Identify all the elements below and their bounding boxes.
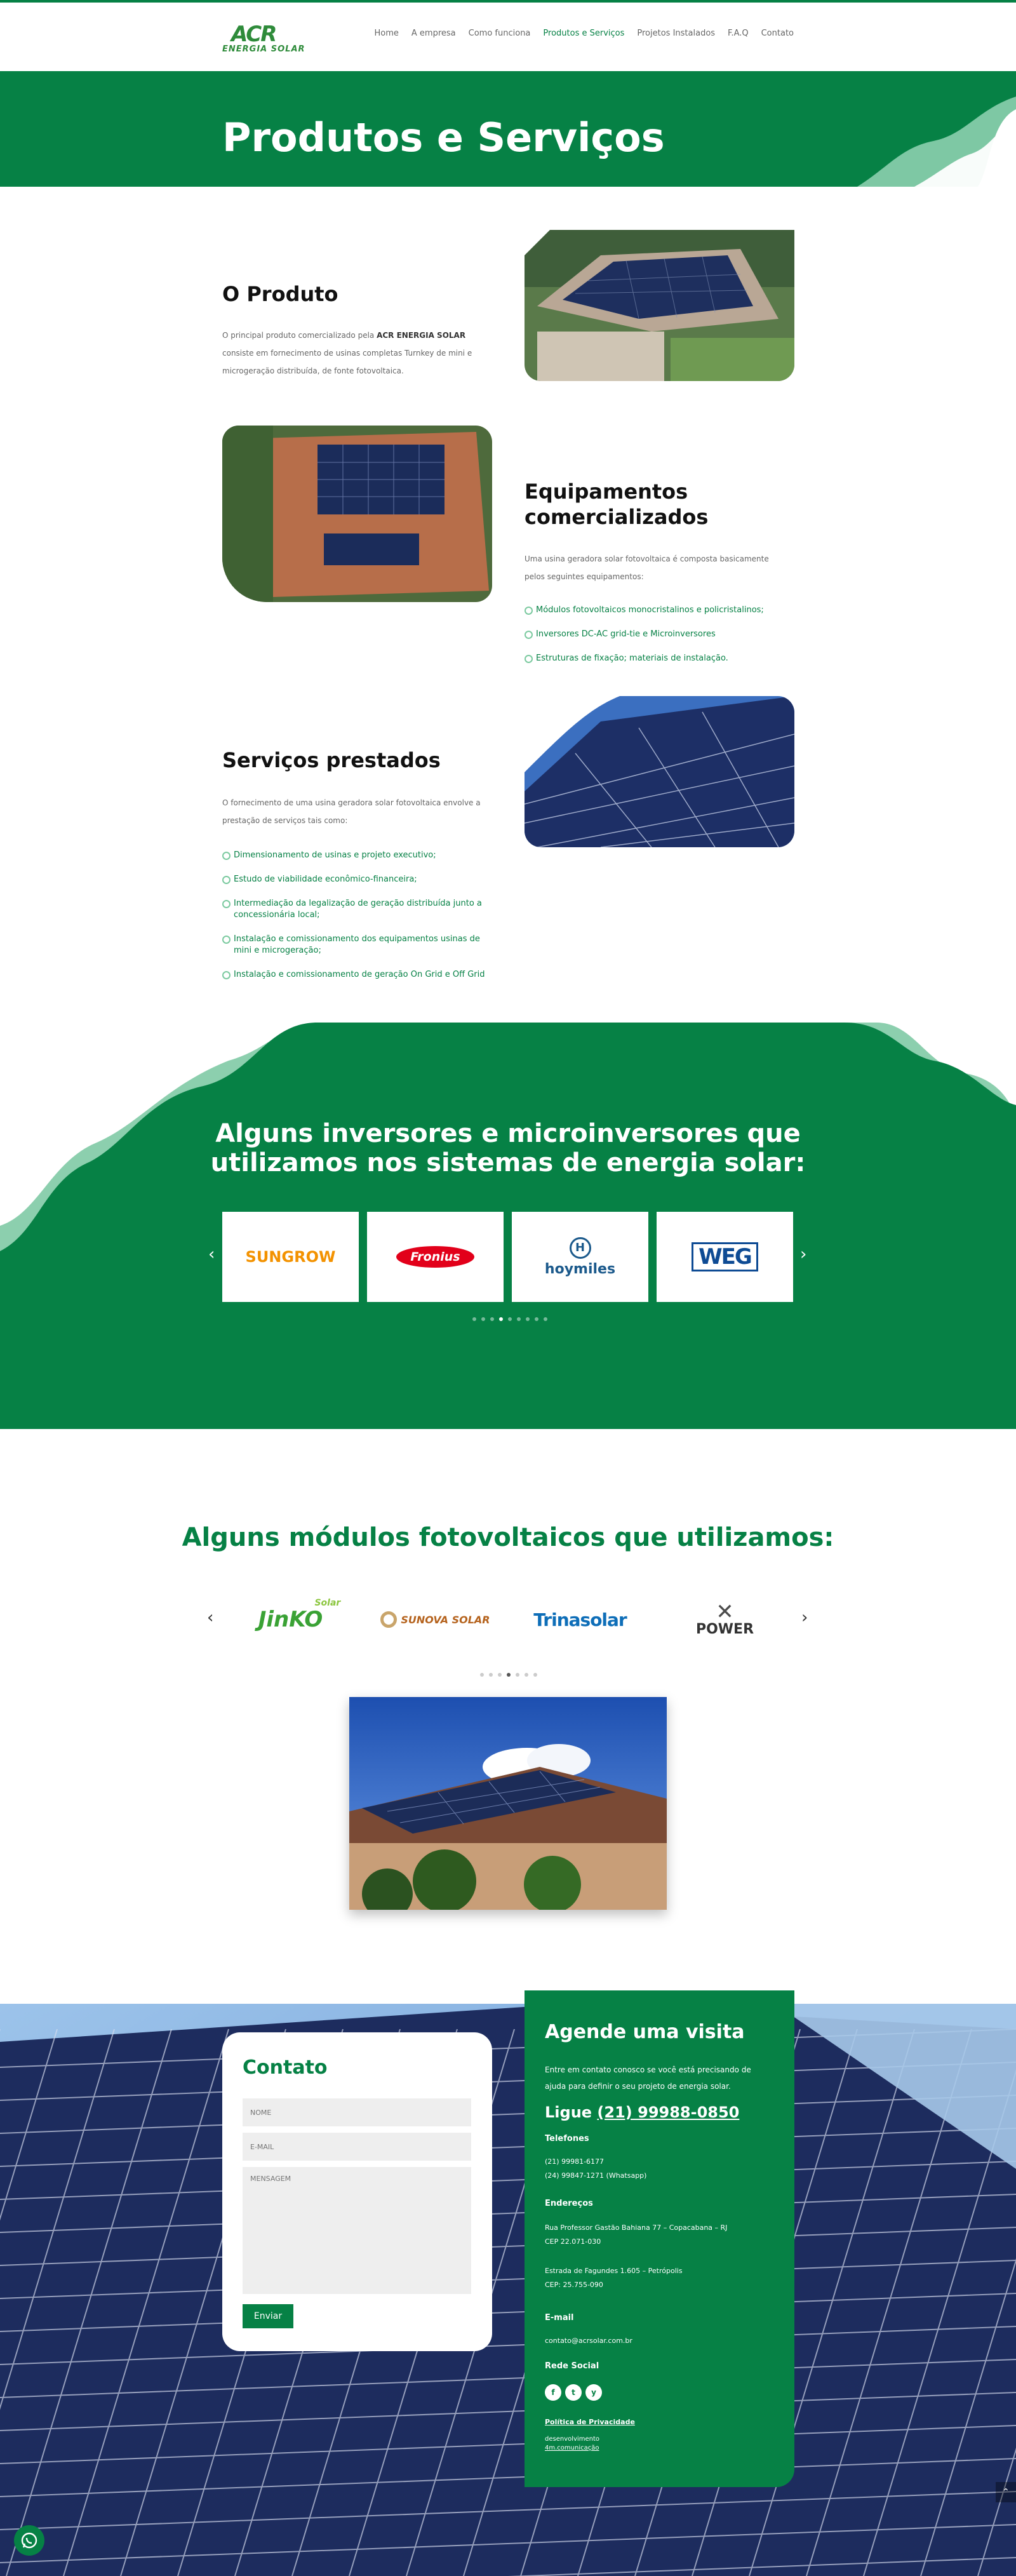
brand-logo-weg: WEG bbox=[692, 1242, 758, 1271]
brand-module bbox=[222, 1594, 359, 1645]
modulos-title: Alguns módulos fotovoltaicos que utilizamos: bbox=[182, 1523, 834, 1552]
whatsapp-icon bbox=[20, 2532, 38, 2549]
list-item: Instalação e comissionamento dos equipamentos usinas de mini e microgeração; bbox=[222, 934, 495, 956]
social-icons bbox=[545, 2384, 602, 2401]
email-link[interactable]: contato@acrsolar.com.br bbox=[545, 2337, 632, 2345]
brand-logo-xpower: POWER bbox=[695, 1621, 754, 1637]
address-1-line-1: Rua Professor Gastão Bahiana 77 – Copacabana – RJ bbox=[545, 2224, 728, 2232]
carousel-dot[interactable] bbox=[507, 1673, 511, 1677]
equipamentos-title: Equipamentos comercializados bbox=[525, 480, 709, 529]
message-field[interactable] bbox=[243, 2167, 471, 2294]
call-number-link[interactable]: (21) 99988-0850 bbox=[597, 2103, 740, 2121]
contact-title: Contato bbox=[243, 2056, 328, 2079]
nav-projetos[interactable]: Projetos Instalados bbox=[637, 29, 716, 38]
nav-produtos[interactable]: Produtos e Serviços bbox=[543, 29, 625, 38]
brand-card bbox=[222, 1212, 359, 1302]
phones-heading: Telefones bbox=[545, 2134, 589, 2143]
facebook-icon[interactable]: f bbox=[545, 2384, 561, 2401]
email-heading: E-mail bbox=[545, 2313, 574, 2323]
address-heading: Endereços bbox=[545, 2199, 593, 2208]
carousel-dot[interactable] bbox=[481, 1317, 485, 1321]
whatsapp-button[interactable] bbox=[14, 2525, 44, 2556]
equipamentos-list bbox=[525, 605, 794, 677]
servicos-list bbox=[222, 850, 495, 993]
servicos-photo bbox=[525, 696, 794, 847]
carousel-dot[interactable] bbox=[516, 1673, 519, 1677]
carousel-dot[interactable] bbox=[508, 1317, 512, 1321]
brand-card bbox=[512, 1212, 648, 1302]
carousel-dot[interactable] bbox=[544, 1317, 547, 1321]
modulos-dots bbox=[480, 1673, 537, 1677]
nav-home[interactable]: Home bbox=[374, 29, 399, 38]
inversores-dots bbox=[472, 1317, 547, 1321]
carousel-dot[interactable] bbox=[490, 1317, 494, 1321]
equipamentos-text: Uma usina geradora solar fotovoltaica é composta basicamente pelos seguintes equipamentos: bbox=[525, 554, 769, 581]
brand-module bbox=[367, 1594, 504, 1645]
produto-title: O Produto bbox=[222, 282, 338, 306]
modulos-next-button[interactable]: › bbox=[801, 1608, 808, 1627]
nav-como-funciona[interactable]: Como funciona bbox=[468, 29, 531, 38]
chevron-up-icon: ⌃ bbox=[1002, 2487, 1010, 2497]
brand-module bbox=[512, 1594, 648, 1645]
hoymiles-icon: H bbox=[570, 1237, 591, 1259]
carousel-dot[interactable] bbox=[517, 1317, 521, 1321]
list-item: Instalação e comissionamento de geração On Grid e Off Grid bbox=[222, 969, 495, 981]
brand-card bbox=[367, 1212, 504, 1302]
list-item: Estruturas de fixação; materiais de instalação. bbox=[525, 653, 794, 664]
brand-logo-sungrow: SUNGROW bbox=[245, 1248, 336, 1266]
brand-logo-sunova: SUNOVA SOLAR bbox=[380, 1611, 490, 1628]
contact-form-card bbox=[222, 2032, 492, 2351]
name-field[interactable] bbox=[243, 2098, 471, 2126]
brand-logo-jinko: JinKO Solar bbox=[258, 1598, 341, 1632]
carousel-dot[interactable] bbox=[498, 1673, 502, 1677]
list-item: Módulos fotovoltaicos monocristalinos e policristalinos; bbox=[525, 605, 794, 616]
list-item: Estudo de viabilidade econômico-financeira; bbox=[222, 874, 495, 885]
modulos-prev-button[interactable]: ‹ bbox=[207, 1608, 214, 1627]
scroll-to-top-button[interactable] bbox=[996, 2482, 1016, 2502]
page-title: Produtos e Serviços bbox=[222, 114, 665, 161]
carousel-dot[interactable] bbox=[480, 1673, 484, 1677]
nav-faq[interactable]: F.A.Q bbox=[728, 29, 749, 38]
list-item: Intermediação da legalização de geração distribuída junto a concessionária local; bbox=[222, 898, 495, 921]
servicos-title: Serviços prestados bbox=[222, 748, 441, 772]
servicos-text: O fornecimento de uma usina geradora solar fotovoltaica envolve a prestação de serviços tais como: bbox=[222, 798, 481, 825]
brand-card bbox=[657, 1212, 793, 1302]
dev-credit-link[interactable]: 4m.comunicação bbox=[545, 2445, 599, 2452]
house-solar-photo bbox=[349, 1697, 667, 1910]
brand-module bbox=[657, 1594, 793, 1645]
brand-logo-hoymiles: hoymiles bbox=[544, 1261, 616, 1277]
carousel-dot[interactable] bbox=[499, 1317, 503, 1321]
dev-credit-line-1: desenvolvimento bbox=[545, 2436, 599, 2443]
phone-1: (21) 99981-6177 bbox=[545, 2157, 605, 2166]
solar-panels-background bbox=[0, 2004, 1016, 2576]
inversores-next-button[interactable]: › bbox=[800, 1245, 807, 1264]
logo[interactable] bbox=[222, 22, 305, 53]
visit-intro: Entre em contato conosco se você está precisando de ajuda para definir o seu projeto de energia solar. bbox=[545, 2065, 751, 2091]
inversores-prev-button[interactable]: ‹ bbox=[208, 1245, 215, 1264]
visit-title: Agende uma visita bbox=[545, 2021, 745, 2043]
carousel-dot[interactable] bbox=[533, 1673, 537, 1677]
sunova-icon bbox=[380, 1611, 397, 1628]
list-item: Inversores DC-AC grid-tie e Microinversores bbox=[525, 629, 794, 640]
send-button[interactable]: Enviar bbox=[243, 2304, 293, 2328]
carousel-dot[interactable] bbox=[526, 1317, 530, 1321]
call-line: Ligue (21) 99988-0850 bbox=[545, 2103, 740, 2121]
carousel-dot[interactable] bbox=[472, 1317, 476, 1321]
email-field[interactable] bbox=[243, 2133, 471, 2161]
nav-empresa[interactable]: A empresa bbox=[411, 29, 456, 38]
produto-photo-mask bbox=[525, 230, 794, 381]
logo-mark: ACR bbox=[231, 22, 276, 47]
logo-subtitle: ENERGIA SOLAR bbox=[222, 44, 305, 54]
phone-2: (24) 99847-1271 (Whatsapp) bbox=[545, 2171, 647, 2180]
carousel-dot[interactable] bbox=[525, 1673, 528, 1677]
inversores-title: Alguns inversores e microinversores que utilizamos nos sistemas de energia solar: bbox=[210, 1119, 806, 1177]
brand-logo-trina: Trinasolar bbox=[533, 1609, 627, 1630]
equipamentos-photo bbox=[222, 426, 492, 602]
address-2-line-2: CEP: 25.755-090 bbox=[545, 2281, 603, 2289]
inversores-band bbox=[0, 1023, 1016, 1429]
address-1-line-2: CEP 22.071-030 bbox=[545, 2237, 601, 2246]
twitter-icon[interactable]: t bbox=[565, 2384, 582, 2401]
brand-logo-fronius: Fronius bbox=[396, 1246, 474, 1268]
carousel-dot[interactable] bbox=[489, 1673, 493, 1677]
produto-text: O principal produto comercializado pela ACR ENERGIA SOLAR consiste em fornecimento de usinas completas Turnkey de mini e microgeração distribuída, de fonte fotovoltaica. bbox=[222, 331, 472, 375]
address-2-line-1: Estrada de Fagundes 1.605 – Petrópolis bbox=[545, 2267, 683, 2275]
carousel-dot[interactable] bbox=[535, 1317, 538, 1321]
x-icon: ✕ bbox=[716, 1599, 734, 1625]
social-heading: Rede Social bbox=[545, 2361, 599, 2371]
list-item: Dimensionamento de usinas e projeto executivo; bbox=[222, 850, 495, 861]
privacy-policy-link[interactable]: Política de Privacidade bbox=[545, 2418, 635, 2426]
youtube-icon[interactable]: y bbox=[585, 2384, 602, 2401]
schedule-visit-panel bbox=[525, 1990, 794, 2487]
main-nav bbox=[375, 29, 794, 38]
hero-banner bbox=[0, 71, 1016, 187]
nav-contato[interactable]: Contato bbox=[761, 29, 794, 38]
